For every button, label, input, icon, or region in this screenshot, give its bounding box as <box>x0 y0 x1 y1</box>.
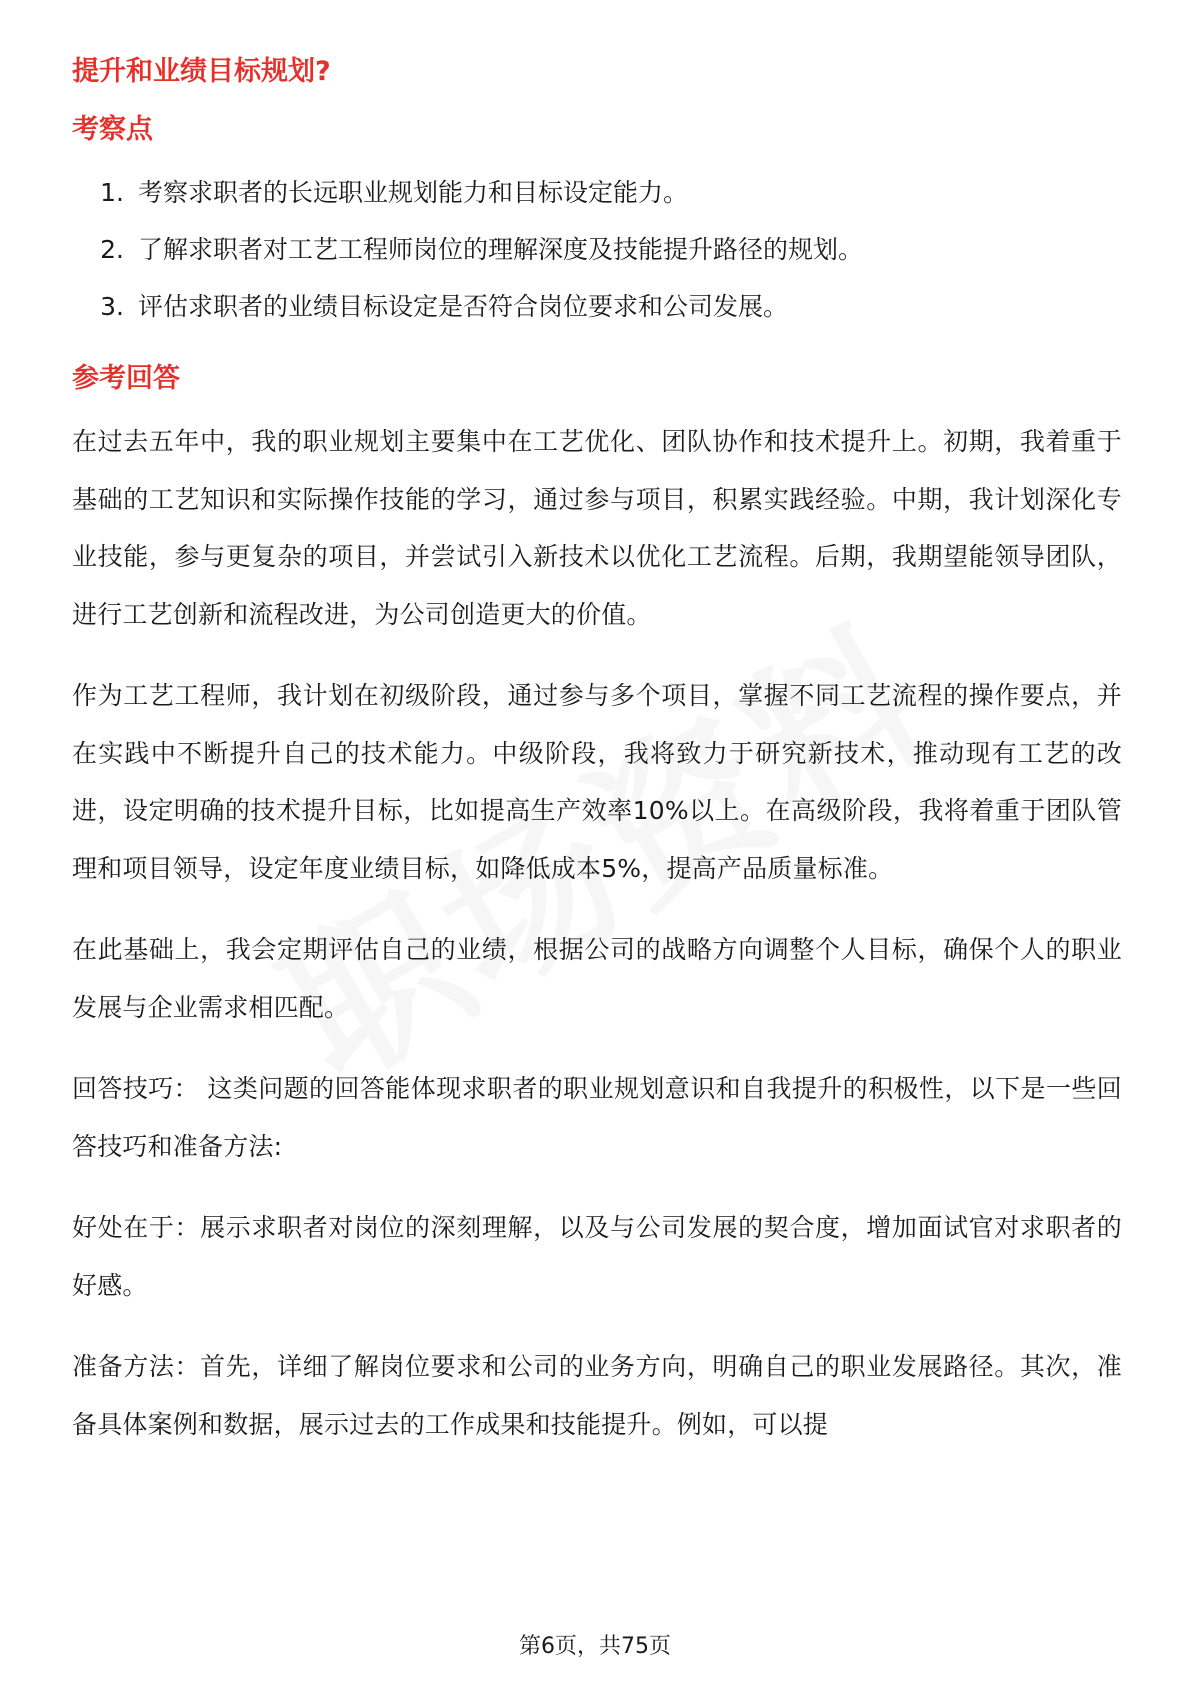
answer-paragraph: 在过去五年中，我的职业规划主要集中在工艺优化、团队协作和技术提升上。初期，我着重于基础的工艺知识和实际操作技能的学习，通过参与项目，积累实践经验。中期，我计划深化专业技能，参与更复杂的项目，并尝试引入新技术以优化工艺流程。后期，我期望能领导团队，进行工艺创新和流程改进，为公司创造更大的价值。 <box>72 427 1122 629</box>
list-item-text: 了解求职者对工艺工程师岗位的理解深度及技能提升路径的规划。 <box>138 235 864 264</box>
list-item-number: 3. <box>100 292 124 321</box>
list-item <box>72 164 1122 221</box>
tips-paragraph: 回答技巧： 这类问题的回答能体现求职者的职业规划意识和自我提升的积极性，以下是一些回答技巧和准备方法: <box>72 1074 1122 1161</box>
preparation-paragraph: 准备方法：首先，详细了解岗位要求和公司的业务方向，明确自己的职业发展路径。其次，准备具体案例和数据，展示过去的工作成果和技能提升。例如，可以提 <box>72 1352 1122 1439</box>
list-item <box>72 221 1122 278</box>
list-item <box>72 278 1122 335</box>
list-item-number: 2. <box>100 235 124 264</box>
document-page <box>72 52 1122 1477</box>
page-title: 提升和业绩目标规划? <box>72 56 331 87</box>
list-item-text: 考察求职者的长远职业规划能力和目标设定能力。 <box>138 178 689 207</box>
points-list <box>72 164 1122 335</box>
answer-paragraph: 在此基础上，我会定期评估自己的业绩，根据公司的战略方向调整个人目标，确保个人的职业发展与企业需求相匹配。 <box>72 935 1122 1022</box>
answer-paragraph: 作为工艺工程师，我计划在初级阶段，通过参与多个项目，掌握不同工艺流程的操作要点，并在实践中不断提升自己的技术能力。中级阶段，我将致力于研究新技术，推动现有工艺的改进，设定明确的技术提升目标，比如提高生产效率10%以上。在高级阶段，我将着重于团队管理和项目领导，设定年度业绩目标，如降低成本5%，提高产品质量标准。 <box>72 681 1122 883</box>
section-heading-points: 考察点 <box>72 114 153 145</box>
page-footer: 第6页，共75页 <box>519 1634 671 1659</box>
section-heading-answer: 参考回答 <box>72 363 180 394</box>
list-item-number: 1. <box>100 178 124 207</box>
list-item-text: 评估求职者的业绩目标设定是否符合岗位要求和公司发展。 <box>138 292 789 321</box>
benefit-paragraph: 好处在于：展示求职者对岗位的深刻理解，以及与公司发展的契合度，增加面试官对求职者的好感。 <box>72 1213 1122 1300</box>
